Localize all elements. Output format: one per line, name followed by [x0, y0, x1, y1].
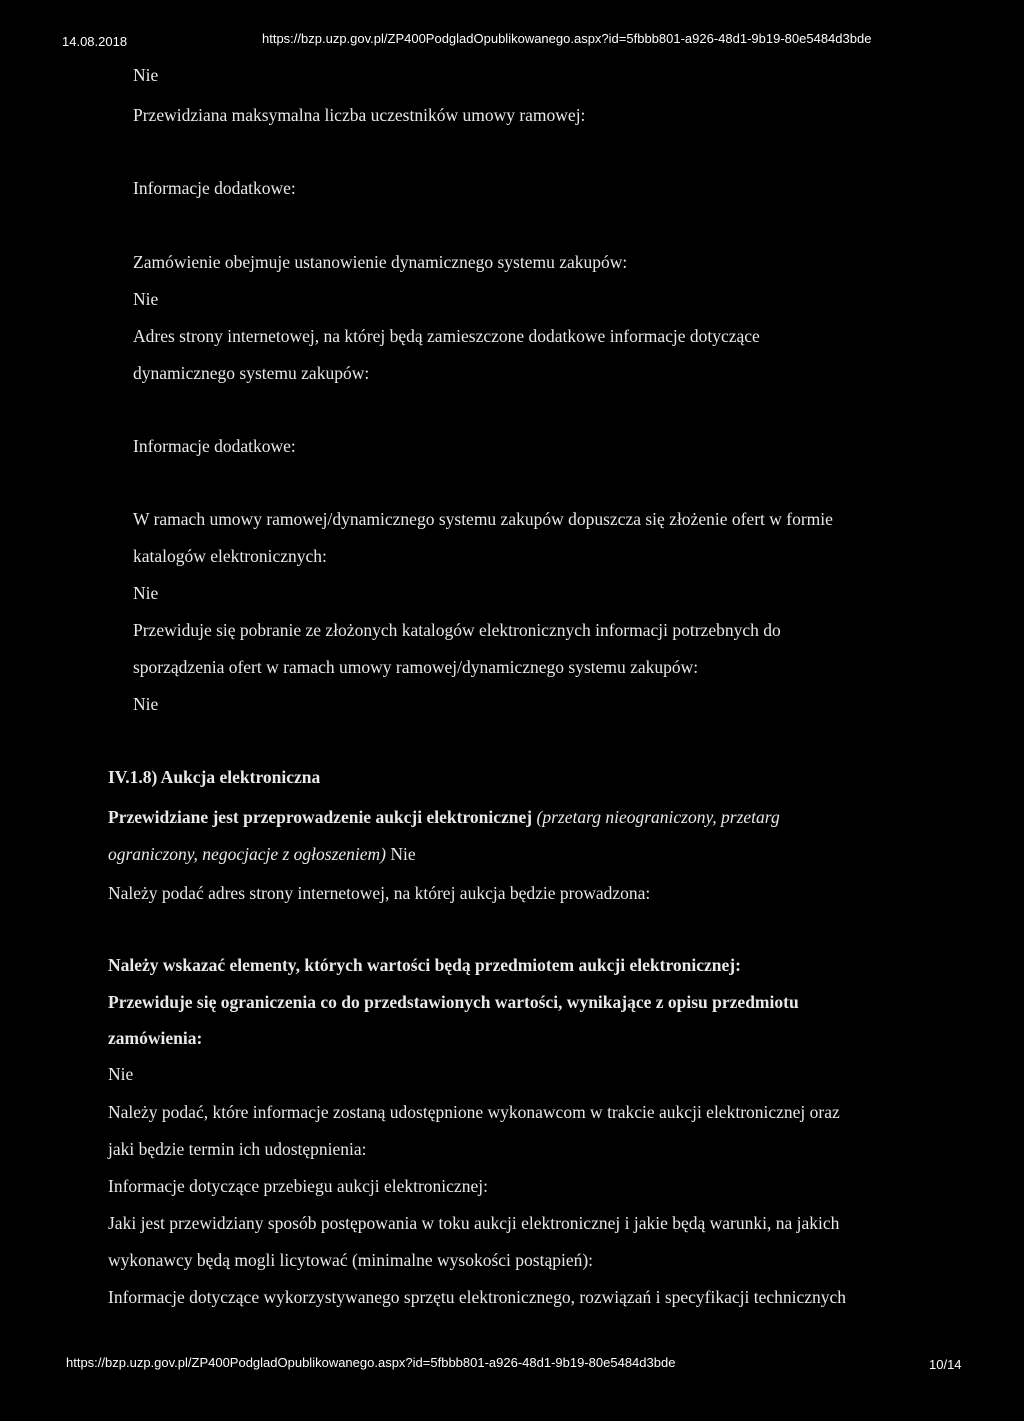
auction-course-label: Informacje dotyczące przebiegu aukcji elektronicznej: — [108, 1176, 488, 1196]
footer-url: https://bzp.uzp.gov.pl/ZP400PodgladOpublikowanego.aspx?id=5fbbb801-a926-48d1-9b19-80e5484d3bde — [66, 1355, 676, 1370]
max-participants-label: Przewidziana maksymalna liczba uczestników umowy ramowej: — [133, 105, 586, 125]
auction-provided-line-2 — [108, 843, 416, 865]
auction-limits-line-1: Przewiduje się ograniczenia co do przedstawionych wartości, wynikające z opisu przedmiotu — [108, 992, 799, 1012]
catalogs-answer-2: Nie — [133, 694, 159, 714]
dps-question: Zamówienie obejmuje ustanowienie dynamicznego systemu zakupów: — [133, 252, 628, 272]
auction-procedure-line-1: Jaki jest przewidziany sposób postępowania w toku aukcji elektronicznej i jakie będą warunki, na jakich — [108, 1213, 840, 1233]
auction-address-label: Należy podać adres strony internetowej, na której aukcja będzie prowadzona: — [108, 883, 651, 903]
auction-provided-line-1 — [108, 806, 780, 828]
print-date: 14.08.2018 — [62, 34, 128, 49]
auction-disclose-line-1: Należy podać, które informacje zostaną udostępnione wykonawcom w trakcie aukcji elektronicznej oraz — [108, 1102, 840, 1122]
auction-limits-answer: Nie — [108, 1064, 134, 1084]
catalogs-question-2-line-2: sporządzenia ofert w ramach umowy ramowej/dynamicznego systemu zakupów: — [133, 657, 699, 677]
auction-provided-modes-2: ograniczony, negocjacje z ogłoszeniem) — [108, 844, 387, 864]
auction-procedure-line-2: wykonawcy będą mogli licytować (minimalne wysokości postąpień): — [108, 1250, 594, 1270]
auction-equipment-label: Informacje dotyczące wykorzystywanego sprzętu elektronicznego, rozwiązań i specyfikacji technicznych — [108, 1287, 847, 1307]
auction-disclose-line-2: jaki będzie termin ich udostępnienia: — [108, 1139, 367, 1159]
catalogs-answer-1: Nie — [133, 583, 159, 603]
catalogs-question-1-line-2: katalogów elektronicznych: — [133, 546, 327, 566]
catalogs-question-1-line-1: W ramach umowy ramowej/dynamicznego systemu zakupów dopuszcza się złożenie ofert w formie — [133, 509, 833, 529]
dps-info-label: Informacje dodatkowe: — [133, 436, 296, 456]
dps-answer: Nie — [133, 289, 159, 309]
dps-address-line-2: dynamicznego systemu zakupów: — [133, 363, 370, 383]
auction-section-title: IV.1.8) Aukcja elektroniczna — [108, 767, 321, 787]
header-url: https://bzp.uzp.gov.pl/ZP400PodgladOpublikowanego.aspx?id=5fbbb801-a926-48d1-9b19-80e5484d3bde — [262, 31, 872, 46]
auction-limits-line-2: zamówienia: — [108, 1028, 203, 1048]
dps-address-line-1: Adres strony internetowej, na której będą zamieszczone dodatkowe informacje dotyczące — [133, 326, 760, 346]
page-number: 10/14 — [929, 1357, 962, 1372]
auction-elements-label: Należy wskazać elementy, których wartości będą przedmiotem aukcji elektronicznej: — [108, 955, 741, 975]
auction-provided-question: Przewidziane jest przeprowadzenie aukcji elektronicznej — [108, 807, 533, 827]
framework-answer: Nie — [133, 65, 159, 85]
framework-info-label: Informacje dodatkowe: — [133, 178, 296, 198]
auction-provided-modes-1: (przetarg nieograniczony, przetarg — [536, 807, 780, 827]
catalogs-question-2-line-1: Przewiduje się pobranie ze złożonych katalogów elektronicznych informacji potrzebnych do — [133, 620, 781, 640]
auction-provided-answer: Nie — [390, 844, 416, 864]
